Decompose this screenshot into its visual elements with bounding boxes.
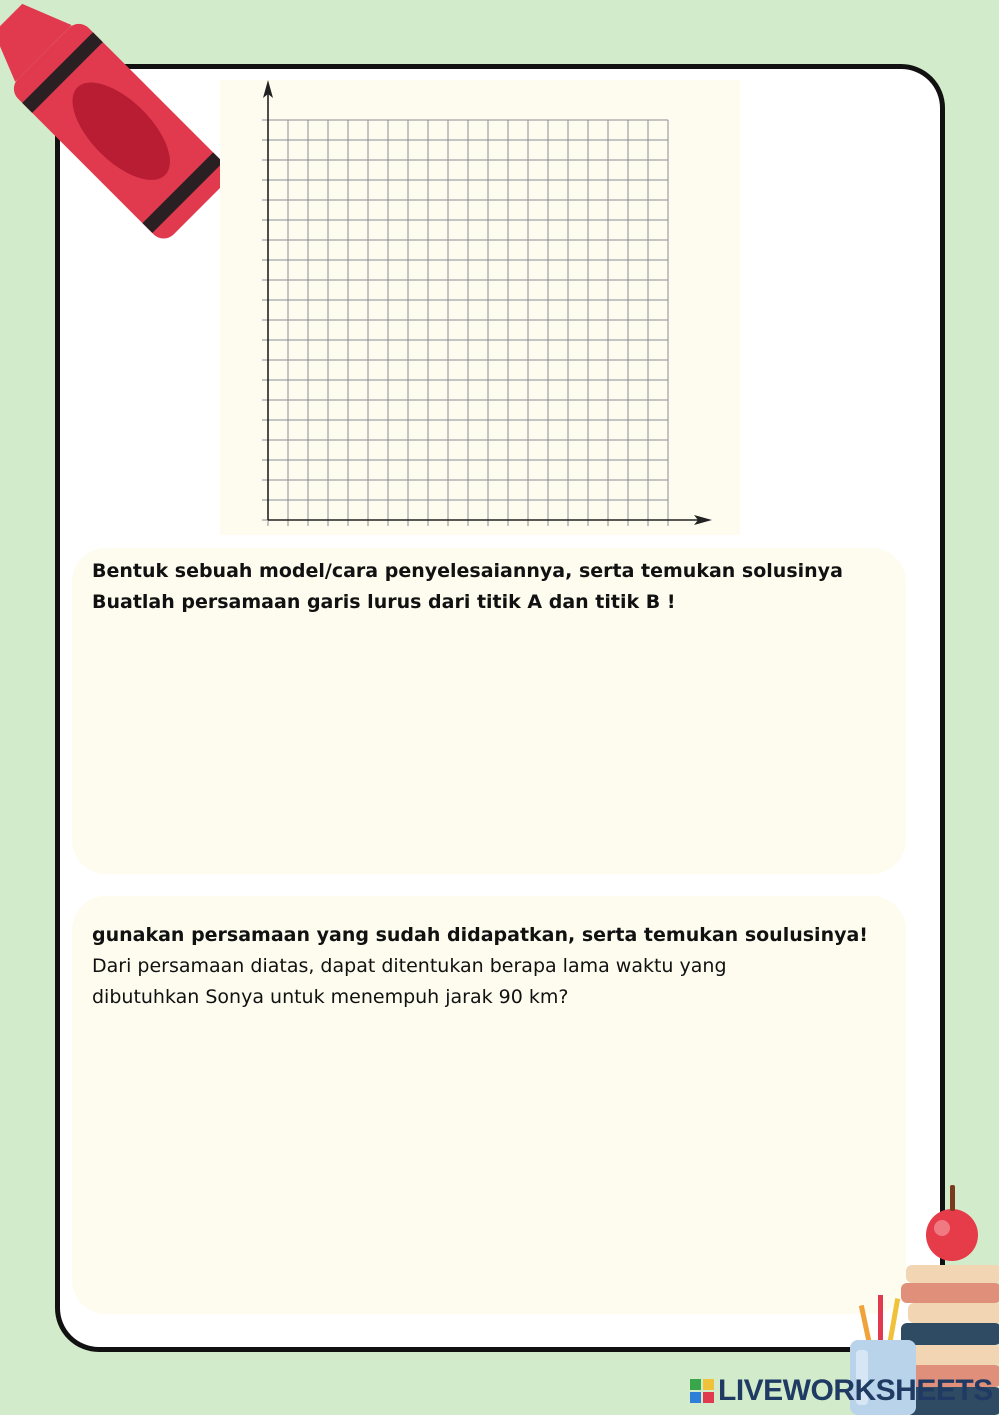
answer-input-2[interactable] xyxy=(92,1014,886,1296)
question-1 xyxy=(92,556,843,618)
crayon-icon xyxy=(0,0,220,250)
coordinate-grid-panel xyxy=(220,80,740,535)
answer-input-1[interactable] xyxy=(92,628,886,856)
liveworksheets-logo-icon xyxy=(690,1379,714,1403)
liveworksheets-logo xyxy=(690,1374,993,1408)
question-1-line-2: Buatlah persamaan garis lurus dari titik A dan titik B ! xyxy=(92,591,676,613)
answer-box-1 xyxy=(72,548,906,874)
question-2-instruction: gunakan persamaan yang sudah didapatkan, serta temukan soulusinya! xyxy=(92,924,868,946)
question-1-line-1: Bentuk sebuah model/cara penyelesaiannya, serta temukan solusinya xyxy=(92,560,843,582)
coordinate-grid[interactable] xyxy=(220,80,740,535)
brand-name: LIVEWORKSHEETS xyxy=(718,1374,993,1407)
question-2-prompt: Dari persamaan diatas, dapat ditentukan berapa lama waktu yang dibutuhkan Sonya untuk menempuh jarak 90 km? xyxy=(92,955,727,1008)
answer-box-2 xyxy=(72,896,906,1314)
question-2 xyxy=(92,920,868,1013)
